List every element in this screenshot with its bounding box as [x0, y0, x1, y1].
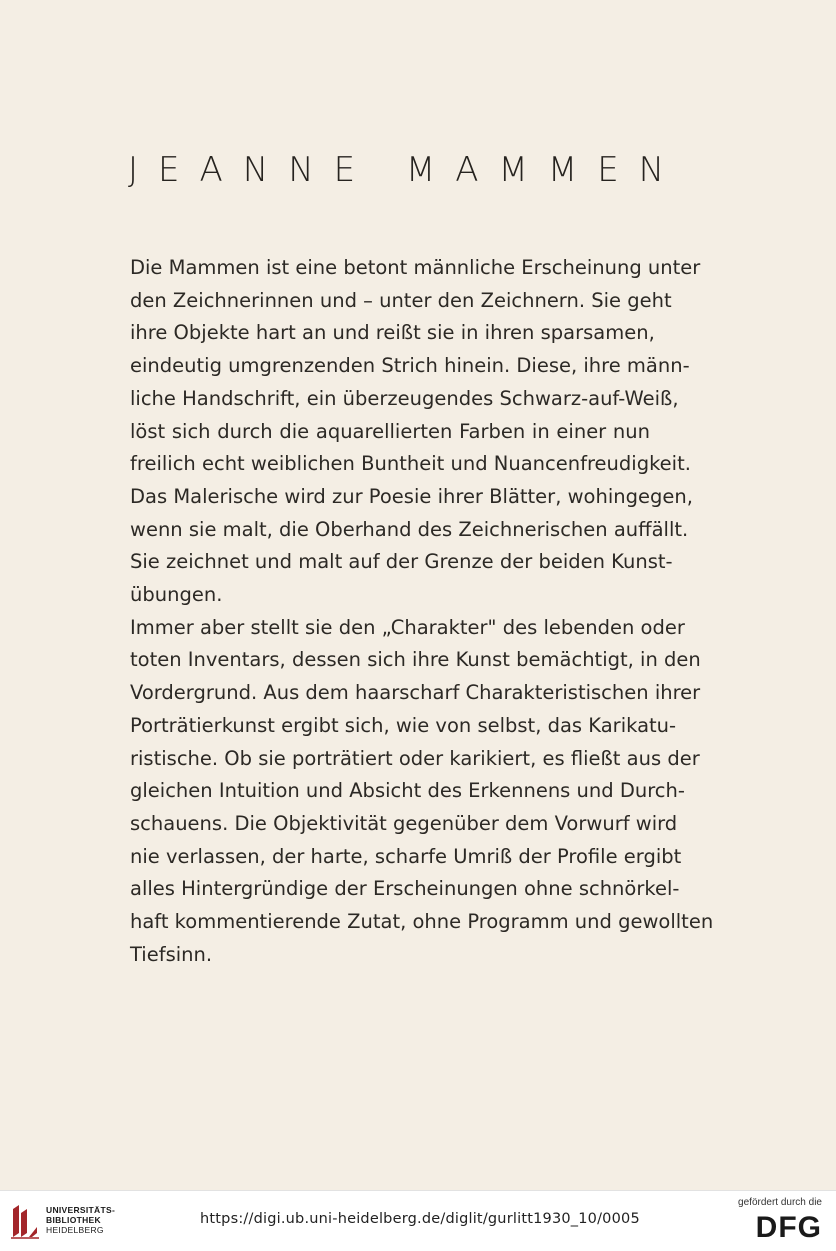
- text-line: eindeutig umgrenzenden Strich hinein. Diese, ihre männ-: [130, 354, 690, 378]
- library-name-line: HEIDELBERG: [46, 1225, 104, 1235]
- text-line: nie verlassen, der harte, scharfe Umriß der Profile ergibt: [130, 844, 682, 868]
- text-line: gleichen Intuition und Absicht des Erkennens und Durch-: [130, 779, 685, 803]
- text-line: ristische. Ob sie porträtiert oder karikiert, es fließt aus der: [130, 746, 700, 770]
- page-title: JEANNE MAMMEN: [128, 150, 685, 190]
- text-line: haft kommentierende Zutat, ohne Programm und gewollten: [130, 910, 714, 934]
- library-name-line: UNIVERSITÄTS-: [46, 1205, 116, 1215]
- dfg-logo[interactable]: DFG: [755, 1211, 822, 1244]
- permalink-url[interactable]: https://digi.ub.uni-heidelberg.de/diglit/gurlitt1930_10/0005: [200, 1211, 640, 1227]
- text-line: liche Handschrift, ein überzeugendes Schwarz-auf-Weiß,: [130, 386, 679, 410]
- text-line: Immer aber stellt sie den „Charakter" des lebenden oder: [130, 615, 685, 639]
- text-line: Das Malerische wird zur Poesie ihrer Blätter, wohingegen,: [130, 484, 693, 508]
- text-line: ihre Objekte hart an und reißt sie in ihren sparsamen,: [130, 321, 655, 345]
- text-line: Sie zeichnet und malt auf der Grenze der beiden Kunst-: [130, 550, 673, 574]
- text-line: wenn sie malt, die Oberhand des Zeichnerischen auffällt.: [130, 517, 689, 541]
- viewer-footer: [0, 1190, 836, 1251]
- text-line: schauens. Die Objektivität gegenüber dem Vorwurf wird: [130, 811, 678, 835]
- text-line: Die Mammen ist eine betont männliche Erscheinung unter: [130, 256, 701, 279]
- text-line: alles Hintergründige der Erscheinungen ohne schnörkel-: [130, 877, 680, 901]
- paragraph-1: [130, 252, 701, 612]
- paragraph-2: [130, 612, 714, 972]
- text-line: übungen.: [130, 583, 223, 607]
- text-line: freilich echt weiblichen Buntheit und Nuancenfreudigkeit.: [130, 452, 691, 476]
- library-logo[interactable]: [10, 1199, 130, 1243]
- library-seal-icon: [10, 1203, 40, 1239]
- body-text: [130, 252, 714, 971]
- library-name-line: BIBLIOTHEK: [46, 1215, 101, 1225]
- text-line: toten Inventars, dessen sich ihre Kunst bemächtigt, in den: [130, 648, 701, 672]
- library-name: [46, 1205, 115, 1235]
- text-line: Tiefsinn.: [130, 942, 213, 966]
- text-line: Porträtierkunst ergibt sich, wie von selbst, das Karikatu-: [130, 713, 677, 737]
- text-line: löst sich durch die aquarellierten Farben in einer nun: [130, 419, 650, 443]
- text-line: Vordergrund. Aus dem haarscharf Charakteristischen ihrer: [130, 681, 701, 705]
- text-line: den Zeichnerinnen und – unter den Zeichnern. Sie geht: [130, 288, 672, 312]
- funding-note: gefördert durch die: [738, 1197, 822, 1208]
